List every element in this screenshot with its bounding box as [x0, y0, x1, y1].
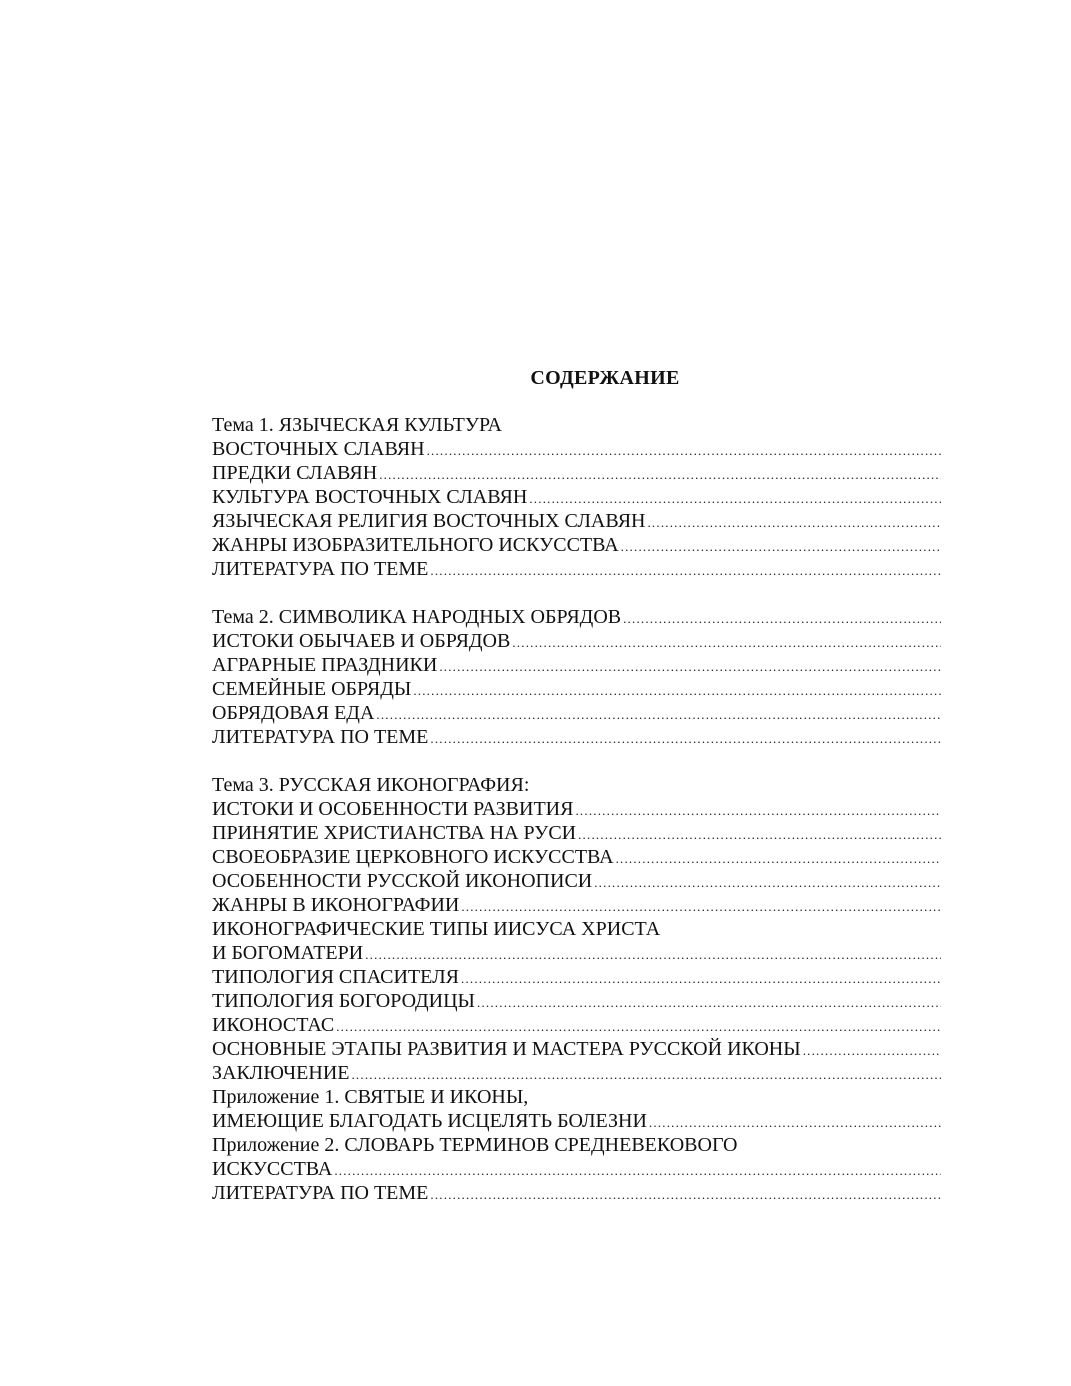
toc-entry-text: ТИПОЛОГИЯ СПАСИТЕЛЯ: [212, 966, 459, 988]
toc-entry: [212, 533, 941, 557]
toc-entry-text: Тема 2. СИМВОЛИКА НАРОДНЫХ ОБРЯДОВ: [212, 606, 622, 628]
toc-entry: [212, 509, 941, 533]
toc-entry: [212, 725, 941, 749]
toc-entry: [212, 1133, 941, 1157]
toc-entry-text: ЛИТЕРАТУРА ПО ТЕМЕ: [212, 558, 429, 580]
dot-leader: [379, 463, 941, 485]
toc-entry-text: КУЛЬТУРА ВОСТОЧНЫХ СЛАВЯН: [212, 486, 528, 508]
toc-entry-text: ЛИТЕРАТУРА ПО ТЕМЕ: [212, 1182, 429, 1204]
toc-entry: [212, 437, 941, 461]
toc-entry-text: ОСНОВНЫЕ ЭТАПЫ РАЗВИТИЯ И МАСТЕРА РУССКОЙ ИКОНЫ: [212, 1038, 801, 1060]
table-of-contents: [212, 413, 941, 1229]
toc-entry-text: ЯЗЫЧЕСКАЯ РЕЛИГИЯ ВОСТОЧНЫХ СЛАВЯН: [212, 510, 646, 532]
dot-leader: [512, 631, 941, 653]
dot-leader: [575, 799, 941, 821]
dot-leader: [529, 487, 941, 509]
toc-entry: [212, 413, 941, 437]
toc-entry-text: ВОСТОЧНЫХ СЛАВЯН: [212, 438, 425, 460]
toc-entry: [212, 869, 941, 893]
toc-entry: [212, 965, 941, 989]
dot-leader: [430, 727, 941, 749]
toc-entry: [212, 845, 941, 869]
toc-entry-text: АГРАРНЫЕ ПРАЗДНИКИ: [212, 654, 438, 676]
toc-entry: [212, 1037, 941, 1061]
toc-entry: [212, 941, 941, 965]
toc-section: [212, 605, 941, 749]
toc-entry: [212, 557, 941, 581]
toc-entry-text: ПРИНЯТИЕ ХРИСТИАНСТВА НА РУСИ: [212, 822, 577, 844]
dot-leader: [461, 895, 941, 917]
toc-entry: [212, 605, 941, 629]
toc-entry-text: Приложение 2. СЛОВАРЬ ТЕРМИНОВ СРЕДНЕВЕКОВОГО: [212, 1134, 738, 1156]
dot-leader: [621, 535, 941, 557]
dot-leader: [334, 1159, 941, 1181]
dot-leader: [336, 1015, 941, 1037]
dot-leader: [430, 559, 941, 581]
dot-leader: [616, 847, 941, 869]
toc-entry: [212, 1109, 941, 1133]
toc-entry-text: Приложение 1. СВЯТЫЕ И ИКОНЫ,: [212, 1086, 529, 1108]
toc-entry-text: ЛИТЕРАТУРА ПО ТЕМЕ: [212, 726, 429, 748]
toc-entry: [212, 1013, 941, 1037]
toc-entry: [212, 797, 941, 821]
dot-leader: [578, 823, 941, 845]
toc-entry: [212, 893, 941, 917]
dot-leader: [427, 439, 941, 461]
dot-leader: [461, 967, 941, 989]
toc-section: [212, 413, 941, 581]
dot-leader: [365, 943, 941, 965]
toc-entry: [212, 485, 941, 509]
dot-leader: [413, 679, 941, 701]
dot-leader: [430, 1183, 941, 1205]
toc-entry: [212, 677, 941, 701]
toc-entry: [212, 989, 941, 1013]
toc-entry: [212, 653, 941, 677]
toc-entry-text: И БОГОМАТЕРИ: [212, 942, 364, 964]
toc-entry-text: ЖАНРЫ ИЗОБРАЗИТЕЛЬНОГО ИСКУССТВА: [212, 534, 619, 556]
toc-entry-text: СЕМЕЙНЫЕ ОБРЯДЫ: [212, 678, 412, 700]
dot-leader: [351, 1063, 941, 1085]
toc-entry-text: ИСКУССТВА: [212, 1158, 333, 1180]
toc-entry-text: ПРЕДКИ СЛАВЯН: [212, 462, 378, 484]
dot-leader: [647, 511, 941, 533]
toc-entry-text: ОБРЯДОВАЯ ЕДА: [212, 702, 375, 724]
toc-entry-text: Тема 3. РУССКАЯ ИКОНОГРАФИЯ:: [212, 774, 530, 796]
dot-leader: [803, 1039, 941, 1061]
toc-entry-text: ИКОНОСТАС: [212, 1014, 335, 1036]
toc-entry: [212, 1061, 941, 1085]
toc-entry: [212, 701, 941, 725]
toc-section: [212, 773, 941, 1205]
toc-entry-text: Тема 1. ЯЗЫЧЕСКАЯ КУЛЬТУРА: [212, 414, 502, 436]
toc-entry-text: ЖАНРЫ В ИКОНОГРАФИИ: [212, 894, 460, 916]
toc-entry: [212, 821, 941, 845]
toc-entry-text: ТИПОЛОГИЯ БОГОРОДИЦЫ: [212, 990, 475, 1012]
toc-entry: [212, 1085, 941, 1109]
toc-entry: [212, 917, 941, 941]
page-title: СОДЕРЖАНИЕ: [530, 367, 680, 389]
toc-entry-text: СВОЕОБРАЗИЕ ЦЕРКОВНОГО ИСКУССТВА: [212, 846, 614, 868]
toc-entry-text: ЗАКЛЮЧЕНИЕ: [212, 1062, 350, 1084]
toc-entry: [212, 773, 941, 797]
dot-leader: [477, 991, 941, 1013]
toc-entry-text: ОСОБЕННОСТИ РУССКОЙ ИКОНОПИСИ: [212, 870, 593, 892]
toc-entry-text: ИСТОКИ И ОСОБЕННОСТИ РАЗВИТИЯ: [212, 798, 574, 820]
dot-leader: [649, 1111, 941, 1133]
toc-entry: [212, 461, 941, 485]
dot-leader: [439, 655, 941, 677]
dot-leader: [594, 871, 941, 893]
toc-entry-text: ИКОНОГРАФИЧЕСКИЕ ТИПЫ ИИСУСА ХРИСТА: [212, 918, 661, 940]
dot-leader: [376, 703, 941, 725]
toc-entry: [212, 1181, 941, 1205]
toc-entry-text: ИСТОКИ ОБЫЧАЕВ И ОБРЯДОВ: [212, 630, 511, 652]
toc-entry: [212, 1157, 941, 1181]
dot-leader: [623, 607, 941, 629]
toc-entry-text: ИМЕЮЩИЕ БЛАГОДАТЬ ИСЦЕЛЯТЬ БОЛЕЗНИ: [212, 1110, 647, 1132]
toc-entry: [212, 629, 941, 653]
